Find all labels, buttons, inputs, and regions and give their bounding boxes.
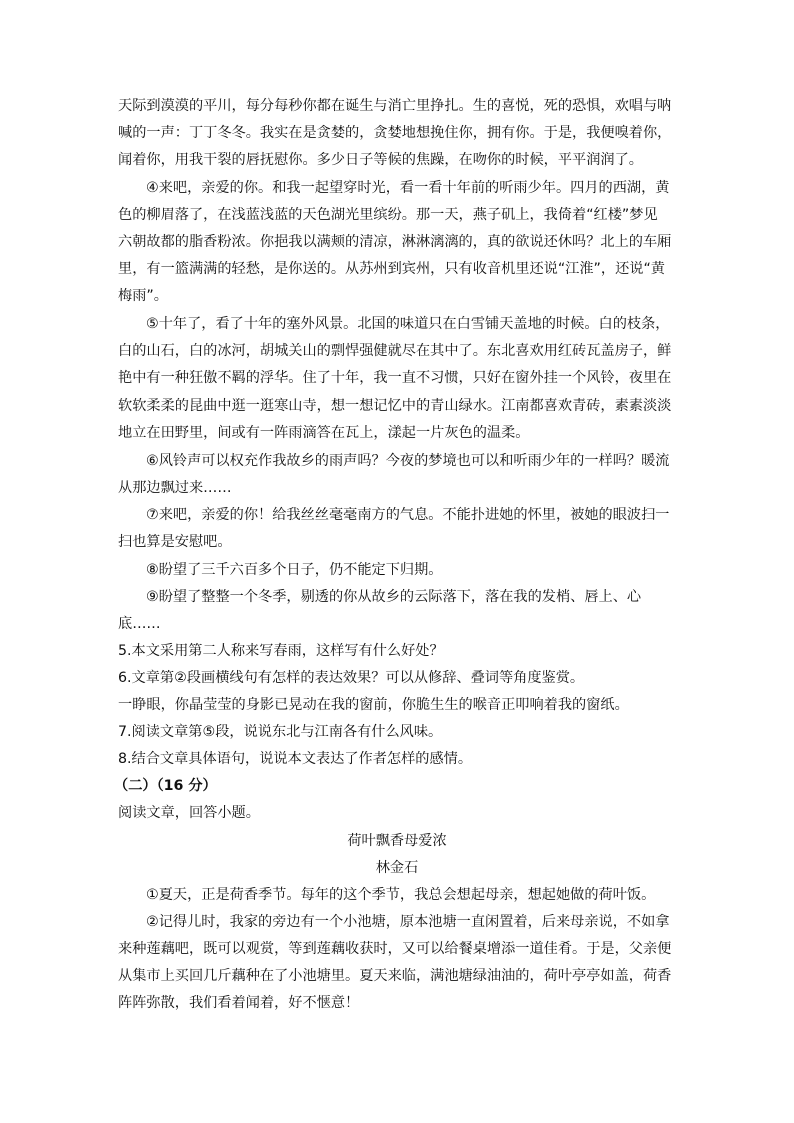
- paragraph-7-line: ⑦来吧，亲爱的你！给我丝丝毫毫南方的气息。不能扑进她的怀里，被她的眼波扫一: [146, 507, 670, 523]
- text-line: 阵阵弥散，我们看着闻着，好不惬意！: [118, 995, 360, 1011]
- text-line: 闻着你，用我干裂的唇抚慰你。多少日子等候的焦躁，在吻你的时候，平平润润了。: [118, 152, 643, 168]
- article-author: 林金石: [375, 860, 419, 876]
- text-line: 底……: [118, 616, 161, 632]
- question-5: 5.本文采用第二人称来写春雨，这样写有什么好处？: [118, 643, 444, 659]
- text-line: 喊的一声：丁丁冬冬。我实在是贪婪的，贪婪地想挽住你，拥有你。于是，我便嗅着你，: [118, 125, 672, 141]
- paragraph-4-line: ④来吧，亲爱的你。和我一起望穿时光，看一看十年前的听雨少年。四月的西湖，黄: [146, 180, 670, 196]
- article-paragraph-2-line: ②记得儿时，我家的旁边有一个小池塘，原本池塘一直闲置着，后来母亲说，不如拿: [146, 914, 670, 930]
- question-8: 8.结合文章具体语句，说说本文表达了作者怎样的感情。: [118, 751, 473, 767]
- text-line: 天际到漠漠的平川，每分每秒你都在诞生与消亡里挣扎。生的喜悦，死的恐惧，欢唱与呐: [118, 98, 672, 114]
- text-line: 白的山石，白的冰河，胡城关山的剽悍强健就尽在其中了。东北喜欢用红砖瓦盖房子，鲜: [118, 343, 672, 359]
- text-line: 从那边飘过来……: [118, 480, 232, 496]
- text-line: 地立在田野里，间或有一阵雨滴答在瓦上，漾起一片灰色的温柔。: [118, 425, 530, 441]
- text-line: 艳中有一种狂傲不羁的浮华。住了十年，我一直不习惯，只好在窗外挂一个风铃，夜里在: [118, 370, 672, 386]
- paragraph-6-line: ⑥风铃声可以权充作我故乡的雨声吗？今夜的梦境也可以和听雨少年的一样吗？暖流: [146, 453, 670, 469]
- question-6: 6.文章第②段画横线句有怎样的表达效果？可以从修辞、叠词等角度鉴赏。: [118, 670, 585, 686]
- paragraph-8-line: ⑧盼望了三千六百多个日子，仍不能定下归期。: [146, 562, 443, 578]
- text-line: 里，有一篮满满的轻愁，是你送的。从苏州到宾州，只有收音机里还说“江淮”，还说“黄: [118, 261, 665, 277]
- text-line: 扫也算是安慰吧。: [118, 534, 232, 550]
- text-line: 六朝故都的脂香粉浓。你挹我以满颊的清凉，淋淋漓漓的，真的欲说还休吗？北上的车厢: [118, 234, 672, 250]
- text-line: 软软柔柔的昆曲中逛一逛寒山寺，想一想记忆中的青山绿水。江南都喜欢青砖，素素淡淡: [118, 398, 672, 414]
- question-7: 7.阅读文章第⑤段，说说东北与江南各有什么风味。: [118, 724, 443, 740]
- section-2-header: （二）（16 分）: [114, 778, 217, 794]
- article-paragraph-1: ①夏天，正是荷香季节。每年的这个季节，我总会想起母亲，想起她做的荷叶饭。: [146, 887, 656, 903]
- text-line: 色的柳眉落了，在浅蓝浅蓝的天色湖光里缤纷。那一天，燕子矶上，我倚着“红楼”梦见: [118, 207, 658, 223]
- text-line: 梅雨”。: [118, 288, 168, 304]
- text-line: 来种莲藕吧，既可以观赏，等到莲藕收获时，又可以给餐桌增添一道佳肴。于是，父亲便: [118, 941, 672, 957]
- paragraph-9-line: ⑨盼望了整整一个冬季，剔透的你从故乡的云际落下，落在我的发梢、唇上、心: [146, 589, 642, 605]
- paragraph-5-line: ⑤十年了，看了十年的塞外风景。北国的味道只在白雪铺天盖地的时候。白的枝条，: [146, 316, 670, 332]
- section-2-instruction: 阅读文章，回答小题。: [118, 805, 260, 821]
- text-line: 从集市上买回几斤藕种在了小池塘里。夏天来临，满池塘绿油油的，荷叶亭亭如盖，荷香: [118, 968, 672, 984]
- question-6-quote: 一睁眼，你晶莹莹的身影已晃动在我的窗前，你脆生生的喉音正叩响着我的窗纸。: [118, 697, 629, 713]
- article-title: 荷叶飘香母爱浓: [347, 833, 447, 849]
